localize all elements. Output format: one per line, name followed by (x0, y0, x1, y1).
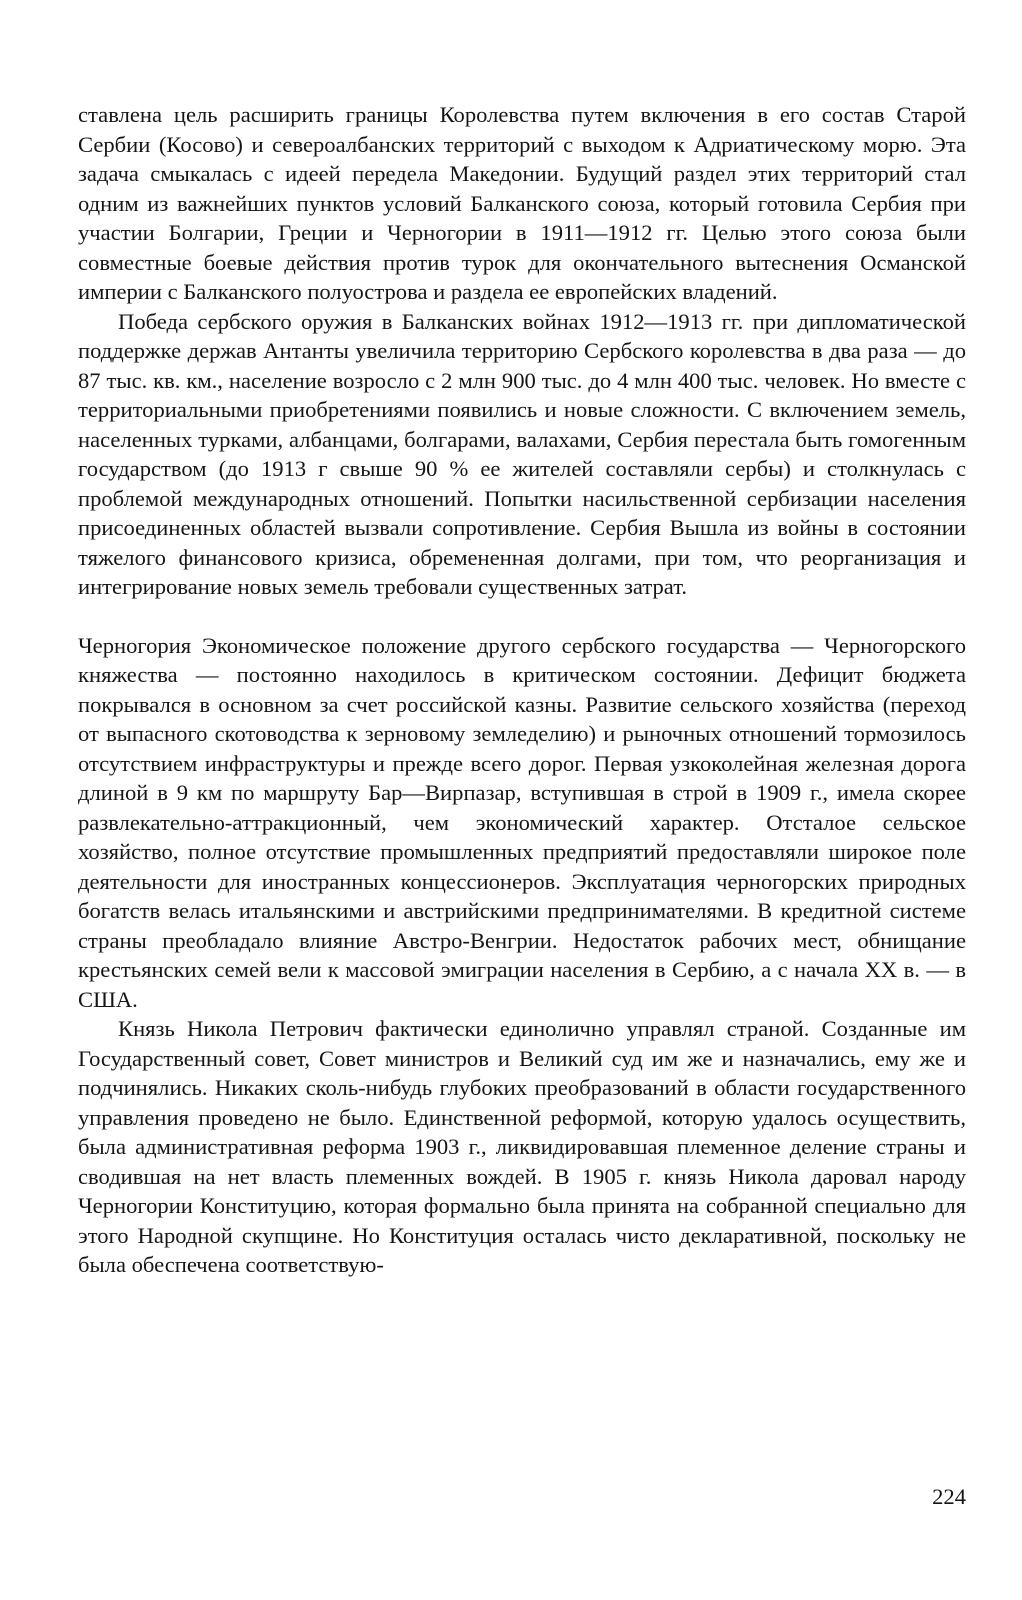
paragraph-4: Князь Никола Петрович фактически единолично управлял страной. Созданные им Государственный совет, Совет министров и Великий суд им же и назначались, ему же и подчинялись. Никаких сколь-нибудь глубоких преобразований в области государственного управления проведено не было. Единственной реформой, которую удалось осуществить, была административная реформа 1903 г., ликвидировавшая племенное деление страны и сводившая на нет власть племенных вождей. В 1905 г. князь Никола даровал народу Черногории Конституцию, которая формально была принята на собранной специально для этого Народной скупщине. Но Конституция осталась чисто декларативной, поскольку не была обеспечена соответствую- (78, 1016, 966, 1277)
paragraph-3: Черногория Экономическое положение другого сербского государства — Черногорского княжества — постоянно находилось в критическом состоянии. Дефицит бюджета покрывался в основном за счет российской казны. Развитие сельского хозяйства (переход от выпасного скотоводства к зерновому земледелию) и рыночных отношений тормозилось отсутствием инфраструктуры и прежде всего дорог. Первая узкоколейная железная дорога длиной в 9 км по маршруту Бар—Вирпазар, вступившая в строй в 1909 г., имела скорее развлекательно-аттракционный, чем экономический характер. Отсталое сельское хозяйство, полное отсутствие промышленных предприятий предоставляли широкое поле деятельности для иностранных концессионеров. Эксплуатация черногорских природных богатств велась итальянскими и австрийскими предпринимателями. В кредитной системе страны преобладало влияние Австро-Венгрии. Недостаток рабочих мест, обнищание крестьянских семей вели к массовой эмиграции населения в Сербию, а с начала XX в. — в США. (78, 632, 966, 1012)
paragraph-1: ставлена цель расширить границы Королевства путем включения в его состав Старой Сербии (Косово) и североалбанских территорий с выходом к Адриатическому морю. Эта задача смыкалась с идеей передела Македонии. Будущий раздел этих территорий стал одним из важнейших пунктов условий Балканского союза, который готовила Сербия при участии Болгарии, Греции и Черногории в 1911—1912 гг. Целью этого союза были совместные боевые действия против турок для окончательного вытеснения Османской империи с Балканского полуострова и раздела ее европейских владений. (78, 102, 966, 304)
paragraph-2: Победа сербского оружия в Балканских войнах 1912—1913 гг. при дипломатической поддержке держав Антанты увеличила территорию Сербского королевства в два раза — до 87 тыс. кв. км., население возросло с 2 млн 900 тыс. до 4 млн 400 тыс. человек. Но вместе с территориальными приобретениями появились и новые сложности. С включением земель, населенных турками, албанцами, болгарами, валахами, Сербия перестала быть гомогенным государством (до 1913 г свыше 90 % ее жителей составляли сербы) и столкнулась с проблемой международных отношений. Попытки насильственной сербизации населения присоединенных областей вызвали сопротивление. Сербия Вышла из войны в состоянии тяжелого финансового кризиса, обремененная долгами, при том, что реорганизация и интегрирование новых земель требовали существенных затрат. (78, 308, 966, 599)
page-number: 224 (932, 1484, 966, 1509)
page-text (78, 100, 966, 1280)
